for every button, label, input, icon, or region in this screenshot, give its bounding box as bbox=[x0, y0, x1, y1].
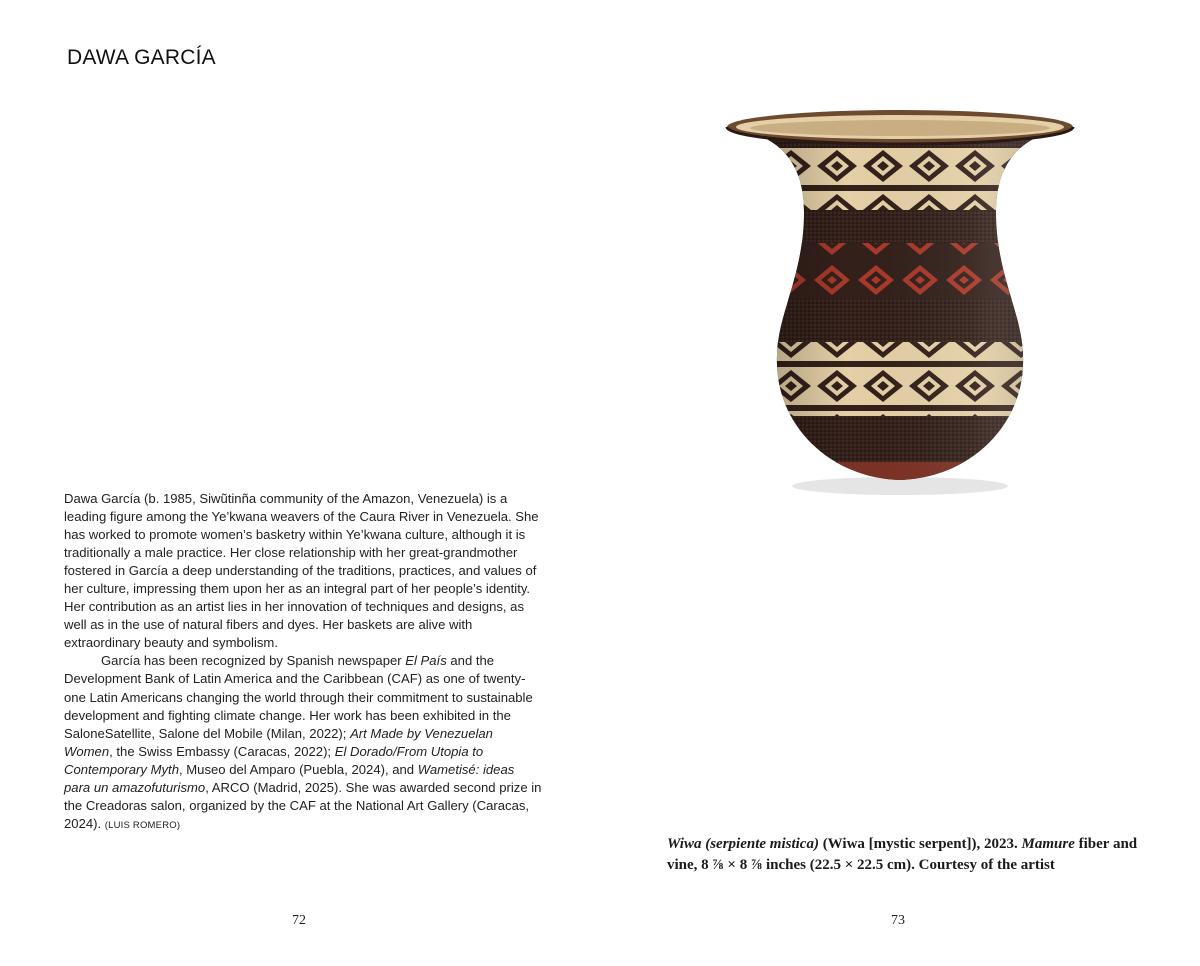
artist-biography bbox=[64, 490, 544, 835]
page-number-left: 72 bbox=[292, 913, 306, 928]
artist-name-heading: DAWA GARCÍA bbox=[67, 46, 216, 69]
basket-image bbox=[722, 100, 1078, 500]
bio-paragraph-2: García has been recognized by Spanish newspaper El País and the Development Bank of Latin America and the Caribbean (CAF) as one of twenty-one Latin Americans changing the world through their commitment to sustainable development and fighting climate change. Her work has been exhibited in the SaloneSatellite, Salone del Mobile (Milan, 2022); Art Made by Venezuelan Women, the Swiss Embassy (Caracas, 2022); El Dorado/From Utopia to Contemporary Myth, Museo del Amparo (Puebla, 2024), and Wametisé: ideas para un amazofuturismo, ARCO (Madrid, 2025). She was awarded second prize in the Creadoras salon, organized by the CAF at the National Art Gallery (Caracas, 2024). (LUIS ROMERO) bbox=[64, 653, 542, 831]
photo-credit: (LUIS ROMERO) bbox=[104, 819, 181, 831]
bio-paragraph-1: Dawa García (b. 1985, Siwũtinña community of the Amazon, Venezuela) is a leading figure among the Ye’kwana weavers of the Caura River in Venezuela. She has worked to promote women’s basketry within Ye’kwana culture, although it is traditionally a male practice. Her close relationship with her great-grandmother fostered in García a deep understanding of the traditions, practices, and values of her culture, impressing them upon her as an integral part of her people’s identity. Her contribution as an artist lies in her innovation of techniques and designs, as well as in the use of natural fibers and dyes. Her baskets are alive with extraordinary beauty and symbolism. bbox=[64, 491, 539, 651]
page-number-right: 73 bbox=[891, 913, 905, 928]
right-page bbox=[600, 0, 1200, 966]
artwork-caption: Wiwa (serpiente mistica) (Wiwa [mystic serpent]), 2023. Mamure fiber and vine, 8 ⅞ × 8 ⅞ inches (22.5 × 22.5 cm). Courtesy of the artist bbox=[667, 836, 1138, 873]
